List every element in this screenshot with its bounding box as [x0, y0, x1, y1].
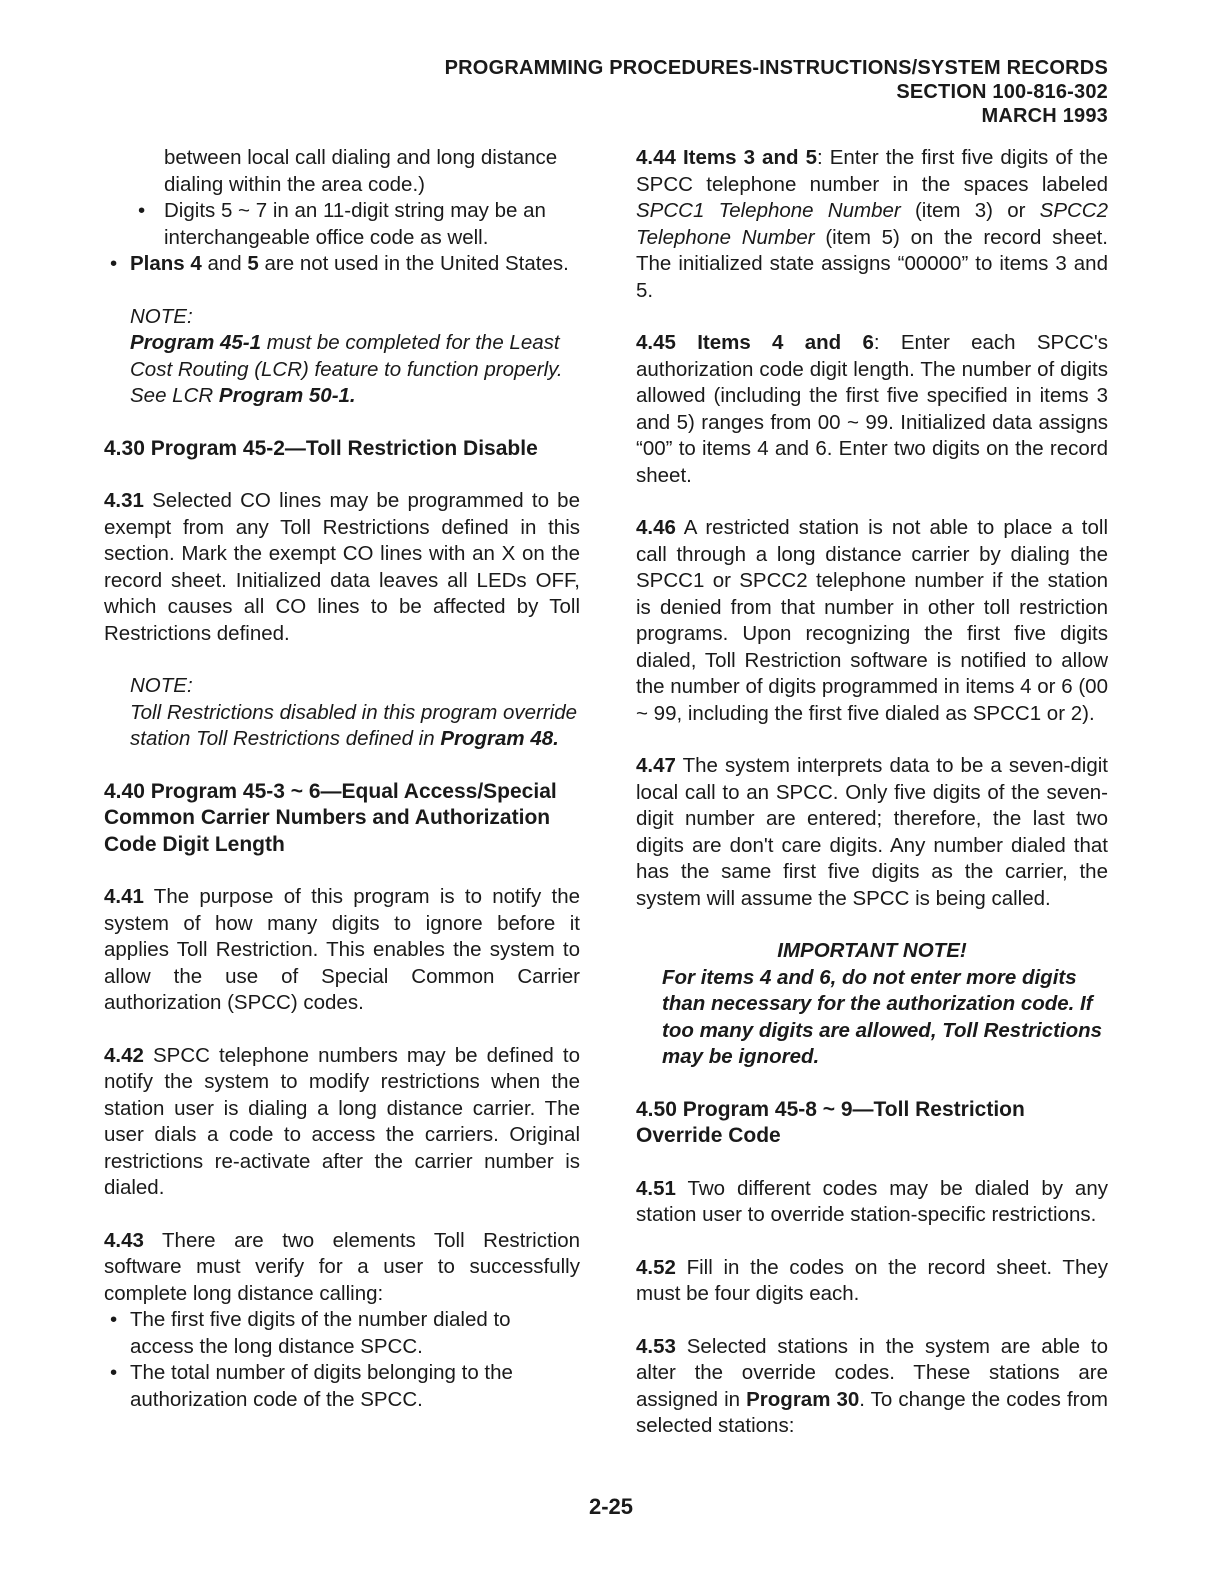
note-label: NOTE: — [130, 304, 193, 328]
note-lcr: NOTE: Program 45-1 must be completed for the Least Cost Routing (LCR) feature to function properly. See LCR Program 50-1. — [130, 304, 580, 410]
paragraph-4-52: 4.52 Fill in the codes on the record sheet. They must be four digits each. — [636, 1255, 1108, 1305]
paragraph-4-46: 4.46 A restricted station is not able to place a toll call through a long distance carrier by dialing the SPCC1 or SPCC2 telephone number if the station is denied from that number in other toll restriction programs. Upon recognizing the first five digits dialed, Toll Restriction software is notified to allow the number of digits programmed in items 4 or 6 (00 ~ 99, including the first five dialed as SPCC1 or 2). — [636, 516, 1108, 725]
right-column — [636, 145, 1108, 1466]
bullet-icon: • — [110, 1361, 118, 1384]
paragraph-4-42: 4.42 SPCC telephone numbers may be defined to notify the system to modify restrictions when the station user is dialing a long distance carrier. The user dials a code to access the carriers. Original restrictions re-activate after the carrier number is dialed. — [104, 1043, 580, 1199]
header-section: SECTION 100-816-302 — [896, 81, 1108, 103]
bullet-icon: • — [110, 252, 118, 275]
paragraph-4-31: 4.31 Selected CO lines may be programmed to be exempt from any Toll Restrictions defined in this section. Mark the exempt CO lines with an X on the record sheet. Initialized data leaves all LEDs OFF, which causes all CO lines to be affected by Toll Restrictions defined. — [104, 489, 580, 645]
left-column — [104, 145, 580, 1439]
paragraph-4-44: 4.44 Items 3 and 5: Enter the first five digits of the SPCC telephone number in the spaces labeled SPCC1 Telephone Number (item 3) or SPCC2 Telephone Number (item 5) on the record sheet. The initialized state assigns “00000” to items 3 and 5. — [636, 146, 1109, 302]
heading-4-50: 4.50 Program 45-8 ~ 9—Toll Restriction Override Code — [636, 1097, 1025, 1147]
heading-4-40: 4.40 Program 45-3 ~ 6—Equal Access/Special Common Carrier Numbers and Authorization Code Digit Length — [104, 779, 557, 856]
bullet-item-plans: • Plans 4 and 5 are not used in the United States. — [104, 251, 580, 278]
paragraph-4-51: 4.51 Two different codes may be dialed by any station user to override station-specific restrictions. — [636, 1176, 1108, 1226]
header-title: PROGRAMMING PROCEDURES-INSTRUCTIONS/SYSTEM RECORDS — [444, 57, 1108, 79]
sub-bullet-list — [104, 198, 580, 251]
bullet-icon: • — [110, 1308, 118, 1331]
bullet-icon: • — [138, 199, 146, 222]
important-note-title: IMPORTANT NOTE! — [777, 939, 967, 962]
header-date: MARCH 1993 — [981, 105, 1108, 127]
note-toll: NOTE: Toll Restrictions disabled in this program override station Toll Restrictions defined in Program 48. — [130, 673, 580, 753]
sub-bullet-item: • Digits 5 ~ 7 in an 11-digit string may be an interchangeable office code as well. — [138, 199, 546, 249]
heading-4-30: 4.30 Program 45-2—Toll Restriction Disable — [104, 436, 538, 460]
important-note — [662, 938, 1108, 1071]
note-label: NOTE: — [130, 674, 193, 697]
page-header — [445, 56, 1108, 128]
page-number: 2-25 — [588, 1494, 634, 1519]
continued-text: between local call dialing and long distance dialing within the area code.) — [164, 146, 558, 196]
bullet-item: • The first five digits of the number dialed to access the long distance SPCC. — [110, 1308, 511, 1358]
bullet-list-4-43 — [104, 1307, 580, 1413]
bullet-item: • The total number of digits belonging to the authorization code of the SPCC. — [110, 1361, 513, 1411]
important-note-text: For items 4 and 6, do not enter more digits than necessary for the authorization code. If too many digits are allowed, Toll Restrictions may be ignored. — [662, 965, 1103, 1068]
paragraph-4-41: 4.41 The purpose of this program is to notify the system of how many digits to ignore before it applies Toll Restriction. This enables the system to allow the use of Special Common Carrier authorization (SPCC) codes. — [104, 885, 580, 1014]
bullet-list — [104, 251, 580, 278]
paragraph-4-43: 4.43 There are two elements Toll Restriction software must verify for a user to successfully complete long distance calling: — [104, 1228, 580, 1305]
paragraph-4-53: 4.53 Selected stations in the system are able to alter the override codes. These stations are assigned in Program 30. To change the codes from selected stations: — [636, 1334, 1108, 1437]
paragraph-4-45: 4.45 Items 4 and 6: Enter each SPCC's authorization code digit length. The number of digits allowed (including the first five specified in items 3 and 5) ranges from 00 ~ 99. Initialized data assigns “00” to items 4 and 6. Enter two digits on the record sheet. — [636, 331, 1108, 487]
paragraph-4-47: 4.47 The system interprets data to be a seven-digit local call to an SPCC. Only five digits of the seven-digit number are entered; therefore, the last two digits are don't care digits. Any number dialed that has the same first five digits as the carrier, the system will assume the SPCC is being called. — [636, 754, 1108, 910]
